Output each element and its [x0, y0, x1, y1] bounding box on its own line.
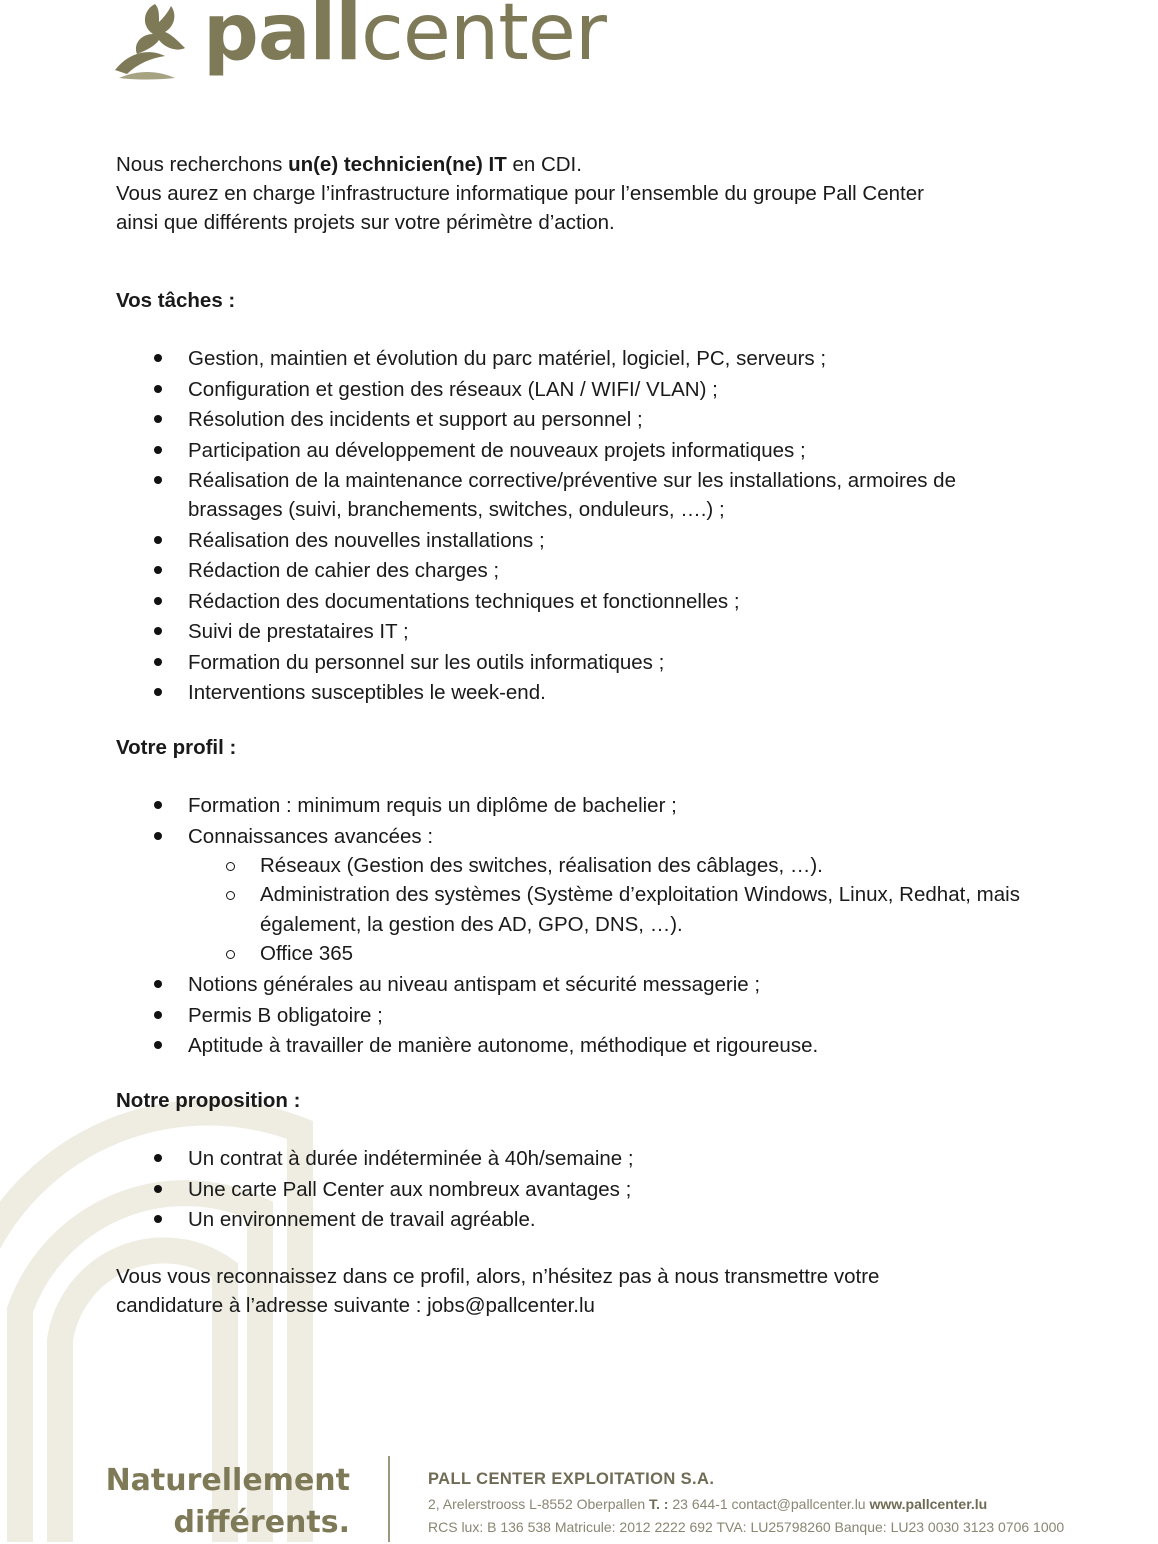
- intro-text-pre: Nous recherchons: [116, 153, 289, 176]
- tasks-list: [116, 344, 1046, 707]
- list-item: Formation du personnel sur les outils informatiques ;: [116, 648, 1046, 677]
- job-title: un(e) technicien(ne) IT: [288, 153, 507, 176]
- sub-list-item: Office 365: [188, 939, 1046, 969]
- tasks-heading: Vos tâches :: [116, 289, 236, 312]
- list-item: Rédaction des documentations techniques et fonctionnelles ;: [116, 587, 1046, 616]
- intro-line-2: Vous aurez en charge l’infrastructure informatique pour l’ensemble du groupe Pall Center: [116, 182, 924, 205]
- sub-list: [188, 851, 1046, 969]
- company-legal-info: RCS lux: B 136 538 Matricule: 2012 2222 692 TVA: LU25798260 Banque: LU23 0030 3123 0706 1000: [428, 1519, 1065, 1535]
- page-footer: [0, 1450, 1158, 1542]
- list-item: Réalisation de la maintenance corrective/préventive sur les installations, armoires de brassages (suivi, branchements, switches, onduleurs, ….) ;: [116, 466, 1046, 524]
- list-item: Permis B obligatoire ;: [116, 1001, 1046, 1030]
- logo-text-bold: pall: [203, 0, 361, 78]
- list-item: Résolution des incidents et support au personnel ;: [116, 405, 1046, 434]
- list-item: Notions générales au niveau antispam et sécurité messagerie ;: [116, 970, 1046, 999]
- intro-paragraph: [116, 150, 1046, 237]
- leaf-emblem-icon: [115, 0, 205, 95]
- logo-text-light: center: [360, 0, 606, 78]
- list-item: Interventions susceptibles le week-end.: [116, 678, 1046, 707]
- list-item: Formation : minimum requis un diplôme de bachelier ;: [116, 791, 1046, 820]
- slogan-line-2: différents.: [173, 1505, 350, 1540]
- list-item: Une carte Pall Center aux nombreux avantages ;: [116, 1175, 1046, 1204]
- company-address: 2, Arelerstrooss L-8552 Oberpallen: [428, 1496, 650, 1512]
- slogan: [100, 1460, 350, 1544]
- pallcenter-logo: [115, 0, 606, 95]
- list-item: Gestion, maintien et évolution du parc matériel, logiciel, PC, serveurs ;: [116, 344, 1046, 373]
- company-name: PALL CENTER EXPLOITATION S.A.: [428, 1470, 715, 1488]
- sub-list-item: Réseaux (Gestion des switches, réalisation des câblages, …).: [188, 851, 1046, 881]
- list-item: Réalisation des nouvelles installations ;: [116, 526, 1046, 555]
- slogan-line-1: Naturellement: [105, 1463, 350, 1498]
- list-item-label: Connaissances avancées :: [188, 824, 434, 848]
- profile-list: [116, 791, 1046, 1060]
- footer-divider: [388, 1456, 390, 1542]
- closing-line-2: candidature à l’adresse suivante : jobs@pallcenter.lu: [116, 1294, 595, 1317]
- intro-text-post: en CDI.: [506, 153, 582, 176]
- offer-heading: Notre proposition :: [116, 1089, 301, 1112]
- company-website: www.pallcenter.lu: [869, 1496, 988, 1512]
- list-item: Un environnement de travail agréable.: [116, 1205, 1046, 1234]
- list-item: Rédaction de cahier des charges ;: [116, 556, 1046, 585]
- company-phone-email: 23 644-1 contact@pallcenter.lu: [672, 1496, 870, 1512]
- list-item: Aptitude à travailler de manière autonome, méthodique et rigoureuse.: [116, 1031, 1046, 1060]
- list-item: Configuration et gestion des réseaux (LAN / WIFI/ VLAN) ;: [116, 375, 1046, 404]
- job-posting-body: [116, 150, 1046, 1320]
- list-item: Un contrat à durée indéterminée à 40h/semaine ;: [116, 1144, 1046, 1173]
- list-item: [116, 822, 1046, 969]
- intro-line-3: ainsi que différents projets sur votre périmètre d’action.: [116, 211, 615, 234]
- list-item: Suivi de prestataires IT ;: [116, 617, 1046, 646]
- offer-list: [116, 1144, 1046, 1234]
- phone-label: T. :: [649, 1496, 673, 1512]
- closing-line-1: Vous vous reconnaissez dans ce profil, alors, n’hésitez pas à nous transmettre votre: [116, 1265, 880, 1288]
- list-item: Participation au développement de nouveaux projets informatiques ;: [116, 436, 1046, 465]
- profile-heading: Votre profil :: [116, 736, 237, 759]
- company-contact: [428, 1496, 987, 1512]
- closing-paragraph: [116, 1262, 1046, 1320]
- sub-list-item: Administration des systèmes (Système d’exploitation Windows, Linux, Redhat, mais également, la gestion des AD, GPO, DNS, …).: [188, 880, 1046, 939]
